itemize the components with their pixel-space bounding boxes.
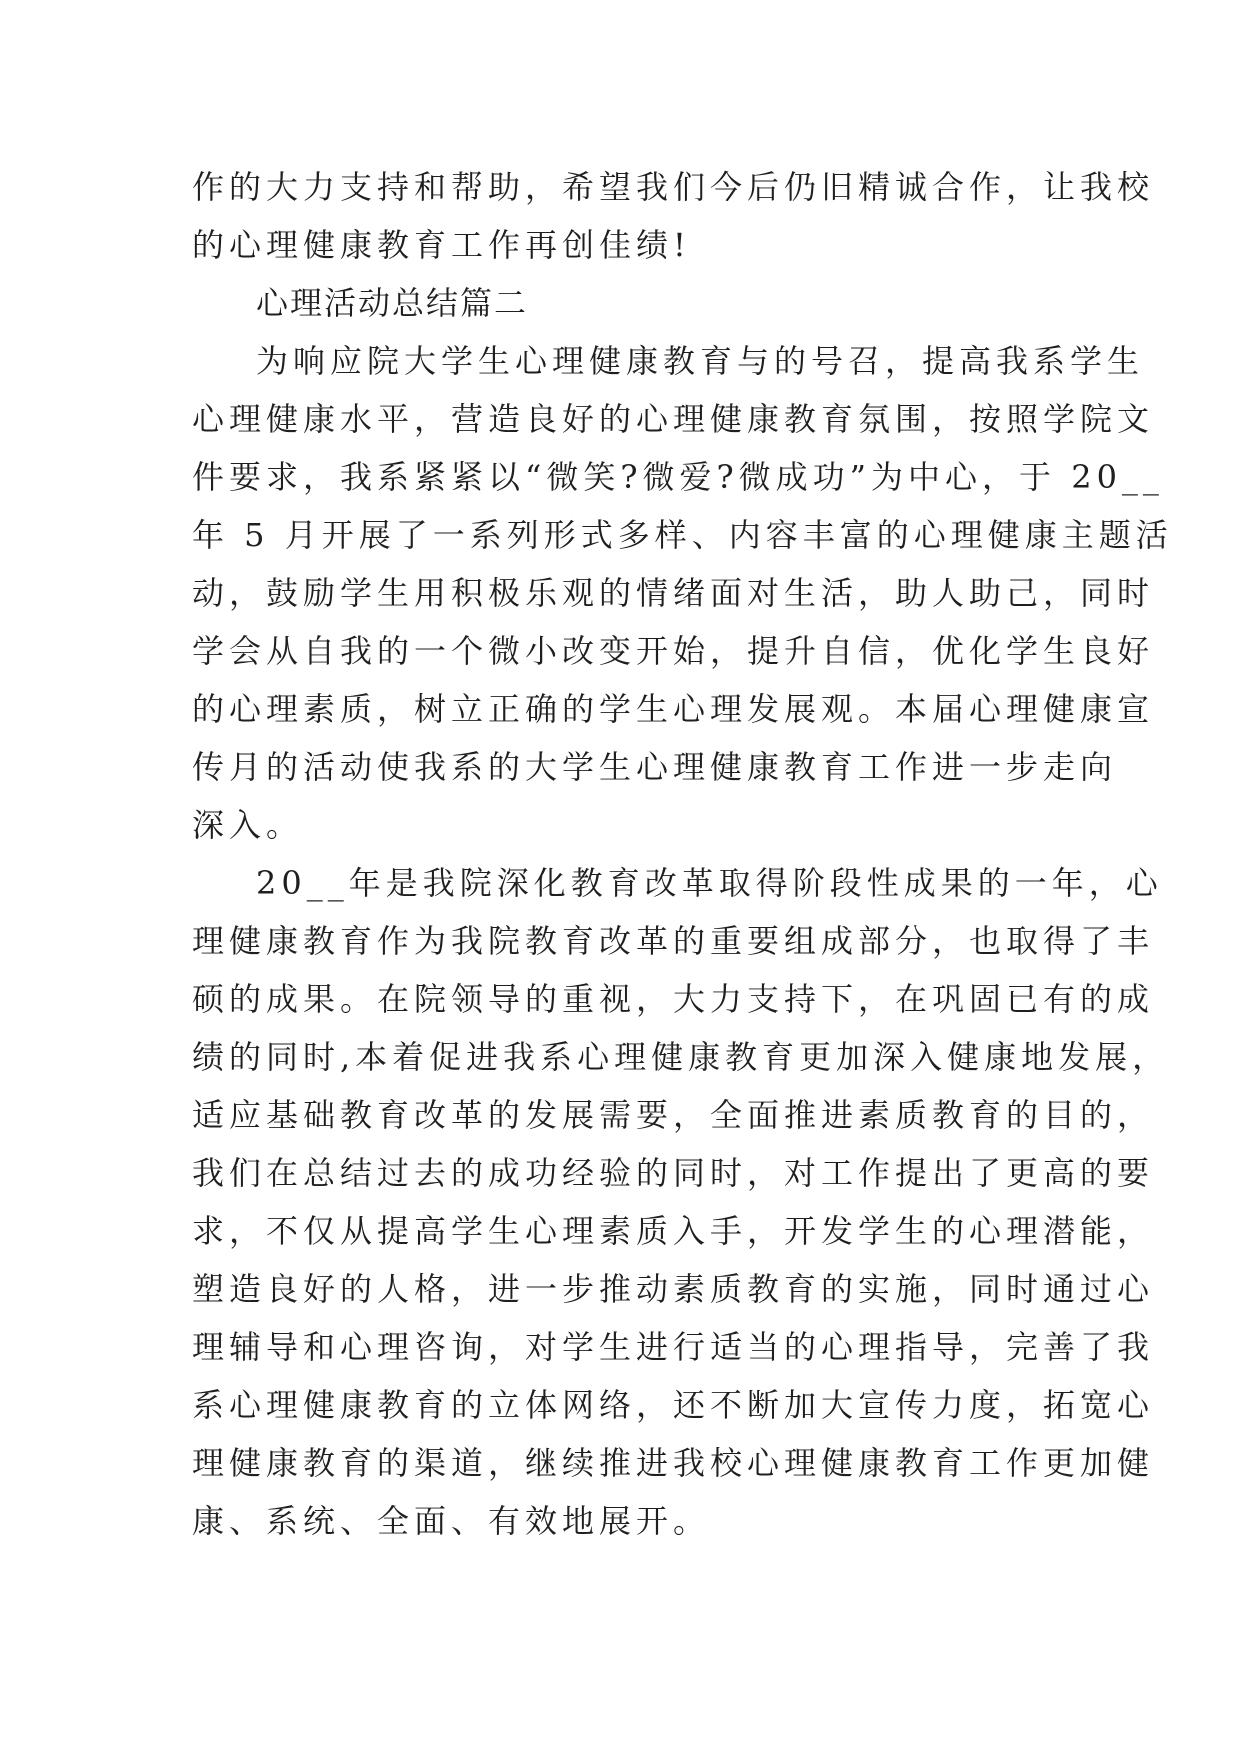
- paragraph-achievements: [192, 854, 1170, 1550]
- text-line: 为响应院大学生心理健康教育与的号召，提高我系学生: [256, 342, 1145, 380]
- text-line: 的心理素质，树立正确的学生心理发展观。本届心理健康宣: [192, 690, 1155, 728]
- text-line: 心理健康水平，营造良好的心理健康教育氛围，按照学院文: [192, 400, 1155, 438]
- text-line: 硕的成果。在院领导的重视，大力支持下，在巩固已有的成: [192, 980, 1155, 1018]
- text-line: 系心理健康教育的立体网络，还不断加大宣传力度，拓宽心: [192, 1386, 1155, 1424]
- text-line: 作的大力支持和帮助，希望我们今后仍旧精诚合作，让我校: [192, 168, 1155, 206]
- document-body: [192, 158, 1173, 1550]
- text-line: 理辅导和心理咨询，对学生进行适当的心理指导，完善了我: [192, 1328, 1155, 1366]
- text-line: 理健康教育的渠道，继续推进我校心理健康教育工作更加健: [192, 1444, 1155, 1482]
- text-line: 学会从自我的一个微小改变开始，提升自信，优化学生良好: [192, 632, 1155, 670]
- text-line: 康、系统、全面、有效地展开。: [192, 1502, 711, 1540]
- text-line: 我们在总结过去的成功经验的同时，对工作提出了更高的要: [192, 1154, 1155, 1192]
- text-line: 求，不仅从提高学生心理素质入手，开发学生的心理潜能，: [192, 1212, 1155, 1250]
- section-title: 心理活动总结篇二: [256, 284, 529, 322]
- text-line: 年 5 月开展了一系列形式多样、内容丰富的心理健康主题活: [192, 516, 1173, 554]
- paragraph-closing: [192, 158, 1155, 274]
- section-heading: [192, 274, 1054, 332]
- text-line: 动，鼓励学生用积极乐观的情绪面对生活，助人助己，同时: [192, 574, 1155, 612]
- text-line: 理健康教育作为我院教育改革的重要组成部分，也取得了丰: [192, 922, 1155, 960]
- paragraph-intro: [192, 332, 1173, 854]
- text-line: 的心理健康教育工作再创佳绩!: [192, 226, 691, 264]
- text-line: 深入。: [192, 806, 304, 844]
- text-line: 件要求，我系紧紧以“微笑?微爱?微成功”为中心，于 20__: [192, 458, 1164, 496]
- text-line: 20__年是我院深化教育改革取得阶段性成果的一年，心: [256, 864, 1163, 902]
- text-line: 传月的活动使我系的大学生心理健康教育工作进一步走向: [192, 748, 1118, 786]
- text-line: 绩的同时,本着促进我系心理健康教育更加深入健康地发展，: [192, 1038, 1170, 1076]
- text-line: 适应基础教育改革的发展需要，全面推进素质教育的目的，: [192, 1096, 1155, 1134]
- text-line: 塑造良好的人格，进一步推动素质教育的实施，同时通过心: [192, 1270, 1155, 1308]
